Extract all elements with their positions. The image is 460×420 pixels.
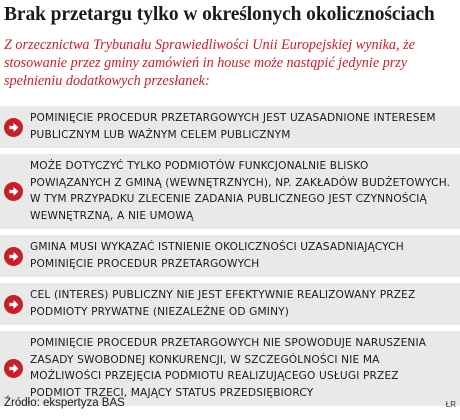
author-credit: ŁR	[445, 400, 456, 409]
list-item	[0, 283, 460, 325]
list-item	[0, 106, 460, 148]
arrow-right-icon	[4, 359, 23, 378]
list-item	[0, 331, 460, 406]
arrow-right-icon	[4, 295, 23, 314]
arrow-right-icon	[4, 182, 23, 201]
list-item	[0, 235, 460, 277]
list-item	[0, 154, 460, 229]
arrow-right-icon	[4, 118, 23, 137]
arrow-right-icon	[4, 247, 23, 266]
list-item-text: CEL (INTERES) PUBLICZNY NIE JEST EFEKTYWNIE REALIZOWANY PRZEZ PODMIOTY PRYWATNE (NIEZALEŻNE OD GMINY)	[30, 289, 416, 318]
list-item-text: POMINIĘCIE PROCEDUR PRZETARGOWYCH NIE SPOWODUJE NARUSZENIA ZASADY SWOBODNEJ KONKURENCJI, W SZCZEGÓLNOŚCI NIE MA MOŻLIWOŚCI PRZEJĘCIA PODMIOTU REALIZUJĄCEGO USŁUGI PRZEZ PODMIOT TRZECI, MAJĄCY STATUS PRZEDSIĘBIORCY	[30, 337, 427, 399]
intro-text: Z orzecznictwa Trybunału Sprawiedliwości Unii Europejskiej wynika, że stosowanie przez gminy zamówień in house może nastąpić jedynie przy spełnieniu dodatkowych przesłanek:	[4, 37, 415, 89]
conditions-list	[0, 106, 460, 412]
list-item-text: POMINIĘCIE PROCEDUR PRZETARGOWYCH JEST UZASADNIONE INTERESEM PUBLICZNYM LUB WAŻNYM CELEM PUBLICZNYM	[30, 112, 436, 141]
list-item-text: GMINA MUSI WYKAZAĆ ISTNIENIE OKOLICZNOŚCI UZASADNIAJĄCYCH POMINIĘCIE PROCEDUR PRZETARGOWYCH	[30, 241, 404, 270]
page-title: Brak przetargu tylko w określonych okolicznościach	[4, 4, 435, 25]
source-note: Źródło: ekspertyza BAS	[4, 397, 125, 409]
list-item-text: MOŻE DOTYCZYĆ TYLKO PODMIOTÓW FUNKCJONALNIE BLISKO POWIĄZANYCH Z GMINĄ (WEWNĘTRZNYCH), NP. ZAKŁADÓW BUDŻETOWYCH. W TYM PRZYPADKU ZLECENIE ZADANIA PUBLICZNEGO JEST CZYNNOŚCIĄ WEWNĘTRZNĄ, A NIE UMOWĄ	[30, 160, 451, 222]
